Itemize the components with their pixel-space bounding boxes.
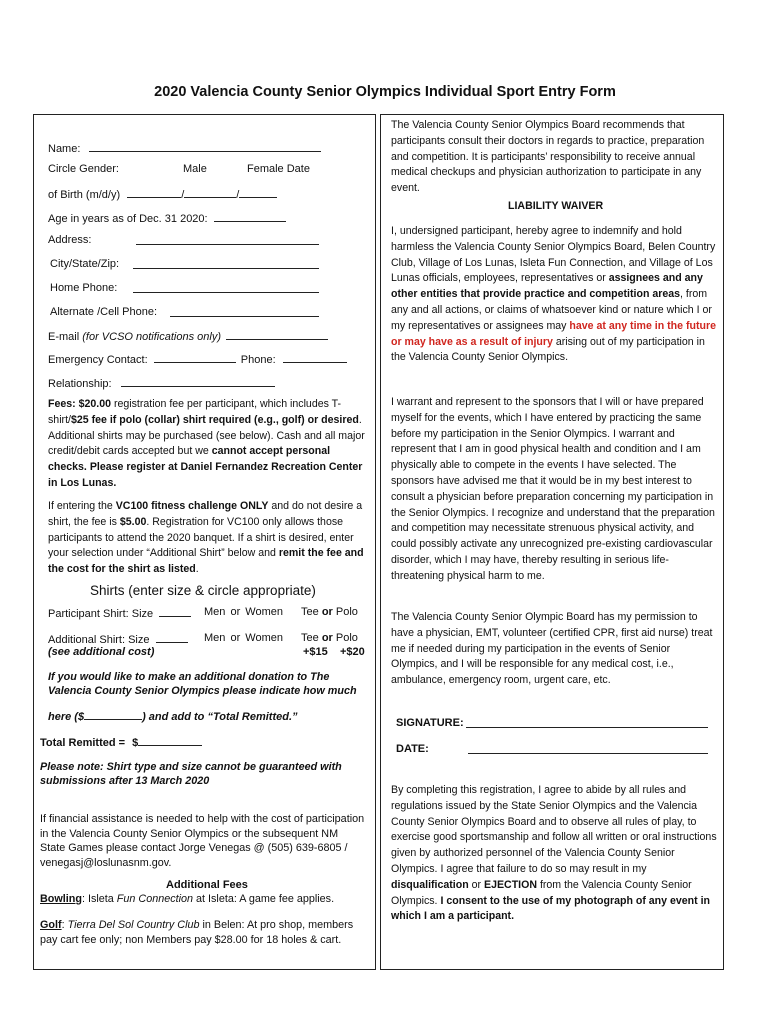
email-field[interactable] [226, 328, 328, 340]
additional-fees-heading: Additional Fees [166, 879, 248, 891]
dob-row [48, 186, 277, 203]
dob-separator: / [181, 189, 185, 201]
name-label: Name: [48, 143, 81, 155]
vc100-remit: remit the fee and the cost for the shirt as listed [48, 547, 364, 576]
closing-paragraph [391, 783, 717, 925]
intro-paragraph: The Valencia County Senior Olympics Board recommends that participants consult their doctors in regards to practice, preparation and competition. It is participants’ responsibility to receive annual medical checkups and physician authorization to participate in any event. [391, 119, 705, 195]
name-field[interactable] [89, 140, 321, 152]
total-field[interactable] [138, 734, 202, 746]
age-field[interactable] [214, 210, 286, 222]
signature-label: SIGNATURE: [396, 717, 464, 729]
tee-price: +$15 [303, 646, 328, 658]
dob-day-field[interactable] [184, 186, 236, 198]
bowling-label: Bowling [40, 893, 82, 905]
polo-fee-text: $25 fee if polo (collar) shirt required (e.g., golf) or desired [70, 413, 359, 426]
signature-field[interactable] [466, 726, 708, 728]
total-dollar: $ [132, 737, 139, 749]
participant-shirt-size-field[interactable] [159, 605, 191, 617]
emergency-label: Emergency Contact: [48, 354, 148, 366]
waiver-injury-highlight: have at any time in the future or may have as a result of injury [391, 319, 716, 348]
vc100-paragraph [48, 499, 366, 578]
fees-text: registration fee per participant, which includes T-shirt/ [48, 398, 342, 426]
donation-row [48, 708, 298, 725]
donation-prefix: here ($ [48, 711, 85, 723]
bowling-text: at Isleta: A game fee applies. [193, 893, 335, 905]
waiver-text: , from any and all actions, or claims of whatsoever kind or nature which I or my representatives or assignees may [391, 288, 712, 332]
dob-month-field[interactable] [127, 186, 181, 198]
vc100-text: . Registration for VC100 only allows those participants to attend the 2020 banquet. If a shirt is desired, enter your selection under “Additional Shirt” below and [48, 515, 354, 560]
golf-label: Golf [40, 919, 62, 931]
vc100-text: If entering the [48, 500, 116, 512]
additional-shirt-label: Additional Shirt: Size [48, 634, 150, 646]
dob-separator: / [236, 189, 240, 201]
participant-shirt-row [48, 605, 191, 622]
emergency-phone-field[interactable] [283, 351, 347, 363]
form-title: 2020 Valencia County Senior Olympics Individual Sport Entry Form [154, 84, 616, 100]
photo-consent: I consent to the use of my photograph of any event in which I am a participant. [391, 894, 711, 923]
relationship-label: Relationship: [48, 378, 112, 390]
bowling-row [40, 892, 370, 908]
gender-male-option[interactable]: Male [183, 163, 207, 175]
fees-paragraph [48, 397, 366, 492]
dob-year-field[interactable] [239, 186, 277, 198]
vc100-text: . [195, 563, 199, 576]
name-row [48, 140, 321, 157]
donation-suffix: ) and add to “Total Remitted.” [142, 711, 298, 723]
donation-amount-field[interactable] [84, 708, 142, 720]
shirts-heading: Shirts (enter size & circle appropriate) [90, 583, 316, 598]
closing-bold: disqualification [391, 878, 469, 891]
dob-label: of Birth (m/d/y) [48, 189, 121, 201]
polo-price: +$20 [340, 646, 365, 658]
bowling-venue: Fun Connection [116, 893, 194, 905]
waiver-text: I, undersigned participant, hereby agree to indemnify and hold harmless the Valencia County Senior Olympics Board, Belen Country Club, Village of Los Lunas, Isleta Fun Connection, and Village of Los Lunas officials, employees, representatives or [391, 225, 716, 285]
vc100-fee: $5.00 [119, 515, 147, 528]
additional-gender-option[interactable]: Men or Women [204, 632, 283, 644]
financial-assistance: If financial assistance is needed to help with the cost of participation in the Valencia County Senior Olympics or the subsequent NM State Games please contact Jorge Venegas @ (505) 639-6805 / venegasj@loslunasnm.gov. [40, 813, 365, 869]
or-label: or [321, 606, 333, 618]
golf-text: : [61, 919, 68, 931]
liability-waiver-heading: LIABILITY WAIVER [508, 200, 604, 212]
relationship-row [48, 375, 275, 392]
or-label: or [321, 632, 333, 644]
city-field[interactable] [133, 267, 319, 269]
polo-option[interactable]: Polo [335, 606, 358, 618]
waiver-text: arising out of my participation in the Valencia County Senior Olympics. [391, 335, 705, 364]
date-field[interactable] [468, 752, 708, 754]
bowling-text: : Isleta [81, 893, 117, 905]
gender-label: Circle Gender: [48, 163, 119, 175]
alt-phone-field[interactable] [170, 315, 319, 317]
gender-female-option[interactable]: Female Date [247, 163, 310, 175]
tee-option[interactable]: Tee [301, 606, 319, 618]
home-phone-field[interactable] [133, 291, 319, 293]
see-additional-cost: (see additional cost) [48, 646, 155, 658]
date-label: DATE: [396, 743, 429, 755]
fees-text: . Additional shirts may be purchased (see below). Cash and all major credit/debit cards accepted but we [48, 413, 365, 458]
warrant-paragraph: I warrant and represent to the sponsors that I will or have prepared myself for the events, which I have entered by practicing the same before my participation in the Senior Olympics. I warrant and represent that I am in good physical health and condition and I am physically able to compete in the events I have selected. The sponsors have advised me that it would be in my best interest to consult a physician before preparation concerning my participation in the Senior Olympics. I recognize and understand that the preparation and competition may necessitate strenuous physical activity, and could possibly activate any unrecognized pre-existing cardiovascular disorder, which I may have, thereby resulting in serious life-threatening physical harm to me. [391, 396, 715, 582]
closing-text: or [468, 878, 485, 891]
relationship-field[interactable] [121, 375, 275, 387]
closing-text: from the Valencia County Senior Olympics. [391, 878, 692, 907]
total-row [40, 734, 202, 751]
emergency-row [48, 351, 347, 368]
age-label: Age in years as of Dec. 31 2020: [48, 213, 208, 225]
waiver-paragraph [391, 224, 717, 366]
waiver-bold: assignees and any other entities that provide practice and competition areas [391, 272, 703, 301]
fees-register-text: cannot accept personal checks. Please register at Daniel Fernandez Recreation Center in Los Lunas. [48, 445, 363, 489]
closing-text: By completing this registration, I agree to abide by all rules and regulations issued by the State Senior Olympics and the Valencia County Senior Olympics Board and to observe all rules of play, to exercise good sportsmanship and follow all written or oral instructions given by authorized personnel of the Valencia County Senior Olympics. I agree that failure to do so may result in my [391, 784, 717, 875]
please-note: Please note: Shirt type and size cannot be guaranteed with submissions after 13 March 2020 [40, 761, 342, 787]
email-label: E-mail [48, 331, 80, 343]
vc100-bold: VC100 fitness challenge ONLY [115, 500, 269, 512]
vc100-text: and do not desire a shirt, the fee is [48, 500, 363, 528]
city-label: City/State/Zip: [50, 258, 120, 270]
closing-bold: EJECTION [484, 878, 537, 891]
participant-type-option[interactable] [301, 605, 358, 620]
address-field[interactable] [136, 243, 319, 245]
home-phone-label: Home Phone: [50, 282, 118, 294]
participant-shirt-label: Participant Shirt: Size [48, 608, 154, 620]
address-label: Address: [48, 234, 92, 246]
email-note: (for VCSO notifications only) [82, 331, 222, 343]
golf-venue: Tierra Del Sol Country Club [67, 919, 200, 931]
phone-label: Phone: [240, 354, 276, 366]
total-label: Total Remitted = [40, 737, 126, 749]
tee-option[interactable]: Tee [301, 632, 319, 644]
alt-phone-label: Alternate /Cell Phone: [50, 306, 158, 318]
golf-text: in Belen: [199, 919, 247, 931]
polo-option[interactable]: Polo [335, 632, 358, 644]
additional-type-option[interactable] [301, 631, 358, 646]
emergency-field[interactable] [154, 351, 236, 363]
donation-text: If you would like to make an additional donation to The Valencia County Senior Olympics please indicate how much [48, 671, 357, 697]
golf-text: At pro shop, members pay cart fee only; non Members pay $28.00 for 18 holes & cart. [40, 919, 354, 946]
golf-row [40, 918, 370, 947]
age-row [48, 210, 286, 227]
participant-gender-option[interactable]: Men or Women [204, 606, 283, 618]
permission-paragraph: The Valencia County Senior Olympic Board has my permission to have a physician, EMT, volunteer (certified CPR, first aid nurse) treat me if needed during my participation in the events of Senior Olympics, and I will be responsible for any medical cost, i.e., ambulance, emergency room, urgent care, etc. [391, 611, 713, 687]
email-row [48, 328, 328, 345]
additional-shirt-size-field[interactable] [156, 631, 188, 643]
fees-amount: Fees: $20.00 [48, 398, 112, 410]
